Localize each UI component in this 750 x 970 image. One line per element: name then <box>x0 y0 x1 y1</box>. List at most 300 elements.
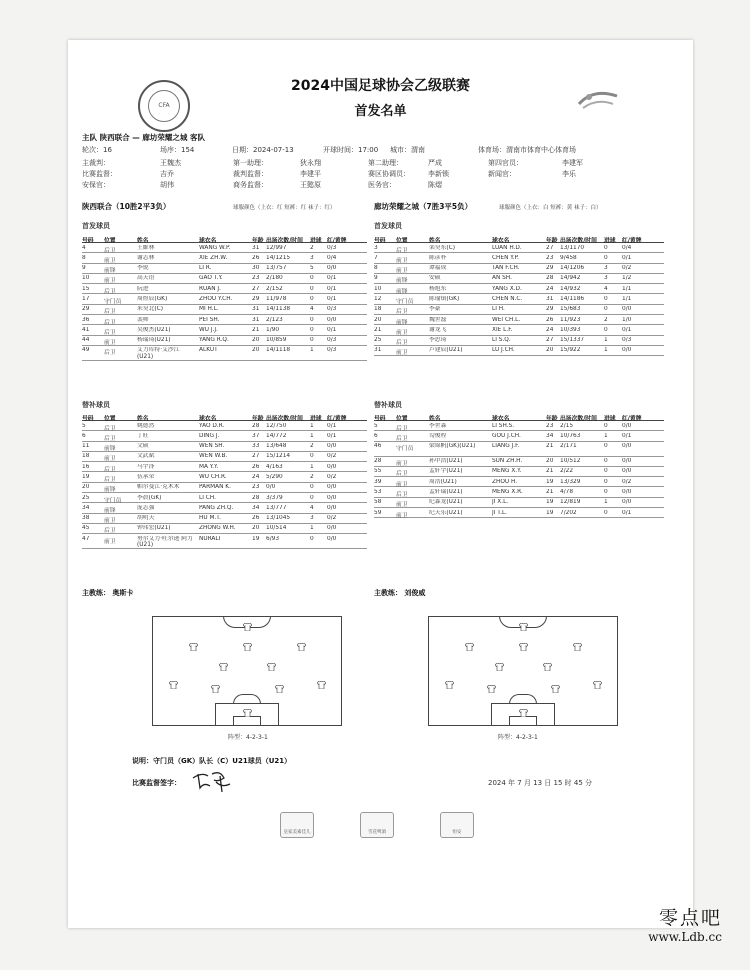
table-cell: 14/1138 <box>266 306 291 313</box>
column-header: 年龄 <box>252 415 264 422</box>
table-cell: 0/4 <box>622 244 632 251</box>
table-cell: 10 <box>374 285 382 292</box>
table-cell: 后卫 <box>104 435 116 442</box>
table-cell: 1/1 <box>622 295 632 302</box>
table-cell: HU M.T. <box>199 515 221 522</box>
player-shirt-icon <box>519 709 528 717</box>
table-cell: 0/0 <box>266 484 276 491</box>
column-header: 姓名 <box>429 237 441 244</box>
table-cell: 9 <box>374 275 378 282</box>
table-cell: 杨旭东 <box>429 285 447 292</box>
column-header: 球衣名 <box>199 415 217 422</box>
home-formation-label: 阵型：4-2-3-1 <box>228 734 268 741</box>
table-row <box>374 442 664 457</box>
table-cell: 丁旺 <box>137 432 149 439</box>
table-cell: 10 <box>82 275 90 282</box>
table-cell: 1/2 <box>622 275 632 282</box>
table-cell: 11/978 <box>266 295 287 302</box>
table-cell: 0 <box>310 285 314 292</box>
table-cell: 4 <box>310 306 314 313</box>
table-cell: 钟玮宏(U21) <box>137 525 171 532</box>
table-cell: 26 <box>252 463 260 470</box>
table-cell: 0 <box>310 484 314 491</box>
table-cell: 27 <box>546 244 554 251</box>
table-cell: CHEN Y.P. <box>492 254 519 261</box>
table-row <box>82 294 367 304</box>
table-cell: 2/123 <box>266 316 283 323</box>
table-cell: 0/2 <box>327 473 337 480</box>
table-cell: LU J.CH. <box>492 347 515 354</box>
table-cell: 0/4 <box>327 254 337 261</box>
table-cell: 1 <box>310 422 314 429</box>
table-cell: 梁锦帆(GK)(U21) <box>429 443 476 450</box>
table-cell: 伍承荣 <box>137 473 155 480</box>
table-row <box>374 284 664 294</box>
table-cell: 前卫 <box>396 502 408 509</box>
table-cell: 28 <box>546 275 554 282</box>
table-cell: 3 <box>310 254 314 261</box>
table-cell: 6 <box>374 432 378 439</box>
official-row2-2: 裁判监督： <box>233 170 268 178</box>
table-cell: 14/772 <box>266 432 287 439</box>
table-cell: YANG R.Q. <box>199 337 229 344</box>
table-cell: 后卫 <box>396 309 408 316</box>
table-cell: 后卫 <box>104 466 116 473</box>
table-cell: 谢志林 <box>137 254 155 261</box>
official-row2-4: 赛区协调员： <box>368 170 410 178</box>
table-cell: 4 <box>310 504 314 511</box>
table-cell: 前卫 <box>396 512 408 519</box>
table-header <box>82 233 367 243</box>
table-cell: 0/1 <box>327 326 337 333</box>
official-row1-6: 第四官员： <box>488 159 523 167</box>
table-cell: 10/512 <box>560 458 581 465</box>
column-header: 年龄 <box>252 237 264 244</box>
table-cell: 29 <box>252 295 260 302</box>
table-cell: 2/152 <box>266 285 283 292</box>
table-cell: 14/1215 <box>266 254 291 261</box>
column-header: 红/黄牌 <box>622 237 642 244</box>
table-cell: 0/3 <box>327 347 337 354</box>
player-shirt-icon <box>551 685 560 693</box>
table-cell: 杨瑞琦(U21) <box>137 337 171 344</box>
column-header: 球衣名 <box>199 237 217 244</box>
table-cell: 0 <box>310 295 314 302</box>
table-row <box>82 336 367 346</box>
table-row <box>374 274 664 284</box>
column-header: 姓名 <box>429 415 441 422</box>
official-row2-5: 李新锁 <box>428 170 449 178</box>
table-row <box>374 243 664 253</box>
table-cell: 13/757 <box>266 265 287 272</box>
table-cell: 周煜辰(GK) <box>137 295 168 302</box>
table-cell: 1 <box>604 347 608 354</box>
table-cell: 13/648 <box>266 443 287 450</box>
column-header: 年龄 <box>546 237 558 244</box>
official-row3-4: 医务官： <box>368 181 396 189</box>
table-cell: 0 <box>604 306 608 313</box>
table-row <box>374 477 664 487</box>
table-cell: 19 <box>546 478 554 485</box>
official-row2-1: 吉乔 <box>160 170 174 178</box>
table-cell: MI H.L. <box>199 306 219 313</box>
table-cell: 2 <box>604 316 608 323</box>
table-cell: 4 <box>82 244 86 251</box>
column-header: 姓名 <box>137 237 149 244</box>
table-cell: 1 <box>310 525 314 532</box>
table-cell: 0/1 <box>327 295 337 302</box>
table-cell: 36 <box>82 316 90 323</box>
table-cell: 15/1337 <box>560 337 585 344</box>
column-header: 出场次数/时间 <box>266 415 303 422</box>
table-cell: 0/0 <box>622 347 632 354</box>
table-row <box>374 467 664 477</box>
official-row3-3: 王懿原 <box>300 181 321 189</box>
lineup-sheet <box>68 40 693 928</box>
table-cell: WEN W.B. <box>199 453 228 460</box>
table-cell: 0/0 <box>327 504 337 511</box>
table-cell: 28 <box>252 494 260 501</box>
round: 轮次：16 <box>82 146 112 154</box>
table-cell: 47 <box>82 535 90 542</box>
table-cell: 孙中浩(U21) <box>429 458 463 465</box>
home-starters-table <box>82 233 367 361</box>
table-cell: 1 <box>310 463 314 470</box>
table-cell: 陈瑜镇(GK) <box>429 295 460 302</box>
table-cell: 0/3 <box>622 337 632 344</box>
table-cell: TAN F.CH. <box>492 265 520 272</box>
table-cell: 23 <box>546 254 554 261</box>
table-cell: 0/0 <box>622 458 632 465</box>
column-header: 位置 <box>396 237 408 244</box>
table-cell: 27 <box>252 285 260 292</box>
table-cell: RUAN J. <box>199 285 221 292</box>
table-cell: 26 <box>252 515 260 522</box>
table-cell: 45 <box>82 525 90 532</box>
table-cell: 9 <box>82 265 86 272</box>
official-row2-7: 李乐 <box>562 170 576 178</box>
table-cell: 18 <box>374 306 382 313</box>
supervisor-signature <box>190 768 234 794</box>
column-header: 出场次数/时间 <box>560 415 597 422</box>
table-cell: 0 <box>604 254 608 261</box>
table-cell: 0/0 <box>327 535 337 542</box>
table-row <box>82 346 367 361</box>
table-cell: 2/180 <box>266 275 283 282</box>
table-header <box>82 411 367 421</box>
table-cell: 53 <box>374 488 382 495</box>
table-cell: 59 <box>374 509 382 516</box>
table-cell: 0/0 <box>622 443 632 450</box>
table-cell: 0/2 <box>622 265 632 272</box>
table-cell: 前卫 <box>396 481 408 488</box>
table-cell: 李晨(GK) <box>137 494 162 501</box>
table-cell: 0/0 <box>327 265 337 272</box>
table-cell: 2/22 <box>560 468 574 475</box>
table-cell: 0 <box>310 494 314 501</box>
table-row <box>374 336 664 346</box>
table-row <box>82 442 367 452</box>
table-cell: 0 <box>604 478 608 485</box>
table-cell: 安硕 <box>429 275 441 282</box>
table-cell: 21 <box>546 443 554 450</box>
table-cell: 后卫 <box>104 329 116 336</box>
player-shirt-icon <box>593 681 602 689</box>
table-cell: 4/163 <box>266 463 283 470</box>
column-header: 号码 <box>82 415 94 422</box>
table-row <box>82 264 367 274</box>
table-row <box>374 487 664 497</box>
table-cell: 21 <box>252 326 260 333</box>
table-cell: 李思琦 <box>429 337 447 344</box>
table-row <box>82 452 367 462</box>
signature-label: 比赛监督签字： <box>132 779 181 787</box>
table-cell: 后卫 <box>396 247 408 254</box>
table-cell: 0 <box>310 453 314 460</box>
table-cell: 7 <box>374 254 378 261</box>
table-cell: 后卫 <box>396 491 408 498</box>
table-cell: 后卫 <box>104 350 116 357</box>
table-cell: 44 <box>82 337 90 344</box>
table-cell: 李锐 <box>137 265 149 272</box>
table-cell: 谢龙飞 <box>429 326 447 333</box>
table-cell: 20 <box>252 347 260 354</box>
table-cell: 李豪 <box>429 306 441 313</box>
player-shirt-icon <box>189 643 198 651</box>
table-row <box>82 243 367 253</box>
table-cell: 1/1 <box>622 285 632 292</box>
table-cell: 前锋 <box>104 507 116 514</box>
table-cell: 1/0 <box>622 316 632 323</box>
table-cell: 守门员 <box>396 298 414 305</box>
table-cell: 前卫 <box>104 257 116 264</box>
table-cell: 20 <box>374 316 382 323</box>
player-shirt-icon <box>243 623 252 631</box>
player-shirt-icon <box>465 643 474 651</box>
table-cell: 24 <box>252 473 260 480</box>
city: 城市：渭南 <box>390 146 425 154</box>
table-cell: 25 <box>374 337 382 344</box>
table-cell: WU CH.R. <box>199 473 227 480</box>
table-cell: 0/2 <box>327 453 337 460</box>
table-cell: 3/379 <box>266 494 283 501</box>
away-formation-label: 阵型：4-2-3-1 <box>498 734 538 741</box>
player-shirt-icon <box>495 663 504 671</box>
column-header: 号码 <box>82 237 94 244</box>
cfa-logo: CFA <box>138 80 190 132</box>
table-cell: YANG X.D. <box>492 285 522 292</box>
official-row1-2: 第一助理： <box>233 159 268 167</box>
table-cell: 后卫 <box>104 528 116 535</box>
table-cell: 纪天乐(U21) <box>429 509 463 516</box>
table-cell: WEN SH. <box>199 443 225 450</box>
table-row <box>82 493 367 503</box>
table-cell: 胡明天 <box>137 515 155 522</box>
table-cell: 1 <box>604 499 608 506</box>
player-shirt-icon <box>445 681 454 689</box>
table-cell: 20 <box>252 525 260 532</box>
table-cell: 后卫 <box>104 425 116 432</box>
table-cell: 9/458 <box>560 254 577 261</box>
table-row <box>82 274 367 284</box>
table-cell: 29 <box>82 306 90 313</box>
table-cell: MENG X.R. <box>492 488 523 495</box>
player-shirt-icon <box>267 663 276 671</box>
table-cell: 12 <box>374 295 382 302</box>
table-cell: 0/3 <box>327 337 337 344</box>
table-cell: 0/0 <box>622 306 632 313</box>
player-shirt-icon <box>573 643 582 651</box>
table-cell: 5 <box>82 422 86 429</box>
away-subs-label: 替补球员 <box>374 401 402 409</box>
player-shirt-icon <box>317 681 326 689</box>
table-cell: 0/1 <box>622 509 632 516</box>
table-cell: GOU J.CH. <box>492 432 521 439</box>
kickoff-time: 开球时间：17:00 <box>323 146 379 154</box>
table-cell: 1 <box>604 432 608 439</box>
column-header: 位置 <box>396 415 408 422</box>
table-cell: 5 <box>310 265 314 272</box>
table-cell: 10/763 <box>560 432 581 439</box>
official-row1-1: 王魏杰 <box>160 159 181 167</box>
table-cell: JI X.L. <box>492 499 509 506</box>
table-cell: 王維林 <box>137 244 155 251</box>
table-cell: 前锋 <box>104 446 116 453</box>
table-cell: 8 <box>82 254 86 261</box>
table-cell: 0 <box>310 535 314 542</box>
table-cell: 守门员 <box>104 298 122 305</box>
table-cell: 0/1 <box>622 326 632 333</box>
table-cell: NURALI <box>199 535 221 542</box>
sponsor-logo-2: 雪花啤酒 <box>360 812 394 838</box>
table-cell: 18 <box>82 453 90 460</box>
timestamp: 2024 年 7 月 13 日 15 时 45 分 <box>488 779 593 787</box>
table-row <box>374 294 664 304</box>
table-cell: 14/932 <box>560 285 581 292</box>
table-cell: ZHONG W.H. <box>199 525 236 532</box>
match-date: 日期：2024-07-13 <box>232 146 294 154</box>
table-cell: 34 <box>252 504 260 511</box>
table-cell: 0 <box>604 326 608 333</box>
official-row1-5: 严成 <box>428 159 442 167</box>
table-cell: 15 <box>82 285 90 292</box>
player-shirt-icon <box>519 643 528 651</box>
table-cell: 前锋 <box>104 487 116 494</box>
column-header: 位置 <box>104 237 116 244</box>
official-row3-2: 商务监督： <box>233 181 268 189</box>
away-team-header: 廊坊荣耀之城（7胜3平5负） <box>374 202 473 211</box>
table-cell: 46 <box>374 443 382 450</box>
table-cell: 21 <box>546 468 554 475</box>
away-subs-table <box>374 411 664 518</box>
table-cell: LI S.Q. <box>492 337 511 344</box>
home-starters-label: 首发球员 <box>82 222 110 230</box>
player-shirt-icon <box>169 681 178 689</box>
column-header: 出场次数/时间 <box>560 237 597 244</box>
table-cell: 前卫 <box>396 350 408 357</box>
table-cell: 1/90 <box>266 326 280 333</box>
column-header: 进球 <box>604 415 616 422</box>
table-cell: MENG X.Y. <box>492 468 522 475</box>
table-cell: 14/942 <box>560 275 581 282</box>
table-cell: 0/1 <box>622 432 632 439</box>
table-cell: 12/819 <box>560 499 581 506</box>
venue: 体育场：渭南市体育中心体育场 <box>478 146 576 154</box>
table-cell: 0/1 <box>622 254 632 261</box>
table-cell: 0/0 <box>327 525 337 532</box>
player-shirt-icon <box>243 709 252 717</box>
table-cell: WU J.J. <box>199 326 218 333</box>
table-cell: 0 <box>604 468 608 475</box>
table-cell: 14/1118 <box>266 347 291 354</box>
table-cell: 15/922 <box>560 347 581 354</box>
table-cell: 17 <box>82 295 90 302</box>
column-header: 号码 <box>374 415 386 422</box>
table-cell: 26 <box>546 316 554 323</box>
table-row <box>82 325 367 335</box>
table-cell: 0/1 <box>327 275 337 282</box>
table-cell: 31 <box>374 347 382 354</box>
table-cell: 15/1214 <box>266 453 291 460</box>
table-cell: 31 <box>546 295 554 302</box>
table-cell: 23 <box>252 275 260 282</box>
table-row <box>82 253 367 263</box>
table-cell: 13/777 <box>266 504 287 511</box>
column-header: 红/黄牌 <box>622 415 642 422</box>
table-cell: 29 <box>546 306 554 313</box>
table-cell: 39 <box>374 478 382 485</box>
home-formation-pitch <box>152 616 342 726</box>
document-title: 2024中国足球协会乙级联赛 <box>291 78 470 94</box>
home-kit: 球服颜色（上衣：红 短裤：红 袜子：红） <box>233 205 336 211</box>
table-cell: 李世森 <box>429 422 447 429</box>
table-row <box>82 514 367 524</box>
table-row <box>374 305 664 315</box>
table-cell: LIANG J.F. <box>492 443 520 450</box>
table-cell: 后卫 <box>104 476 116 483</box>
table-cell: PEI SH. <box>199 316 220 323</box>
table-cell: CHEN N.C. <box>492 295 523 302</box>
table-cell: 后卫 <box>104 319 116 326</box>
table-row <box>82 524 367 534</box>
table-cell: 艾力库特·艾沙江 (U21) <box>137 347 180 360</box>
table-cell: 2 <box>310 473 314 480</box>
table-cell: 6 <box>82 432 86 439</box>
away-formation-pitch <box>428 616 618 726</box>
column-header: 红/黄牌 <box>327 237 347 244</box>
table-cell: 0 <box>604 443 608 450</box>
official-row3-1: 胡伟 <box>160 181 174 189</box>
official-row1-7: 李建军 <box>562 159 583 167</box>
table-header <box>374 411 664 421</box>
table-cell: 0/1 <box>327 422 337 429</box>
table-cell: 21 <box>374 326 382 333</box>
official-row1-4: 第二助理： <box>368 159 403 167</box>
table-cell: 0 <box>310 275 314 282</box>
table-row <box>82 472 367 482</box>
table-row <box>374 346 664 356</box>
official-row2-0: 比赛监督： <box>82 170 117 178</box>
away-starters-label: 首发球员 <box>374 222 402 230</box>
column-header: 球衣名 <box>492 415 510 422</box>
table-cell: LI R. <box>199 265 212 272</box>
official-row1-3: 狄永翔 <box>300 159 321 167</box>
table-cell: 20 <box>82 484 90 491</box>
table-cell: 马宇泽 <box>137 463 155 470</box>
table-row <box>82 284 367 294</box>
table-row <box>374 325 664 335</box>
official-row3-5: 陈熠 <box>428 181 442 189</box>
